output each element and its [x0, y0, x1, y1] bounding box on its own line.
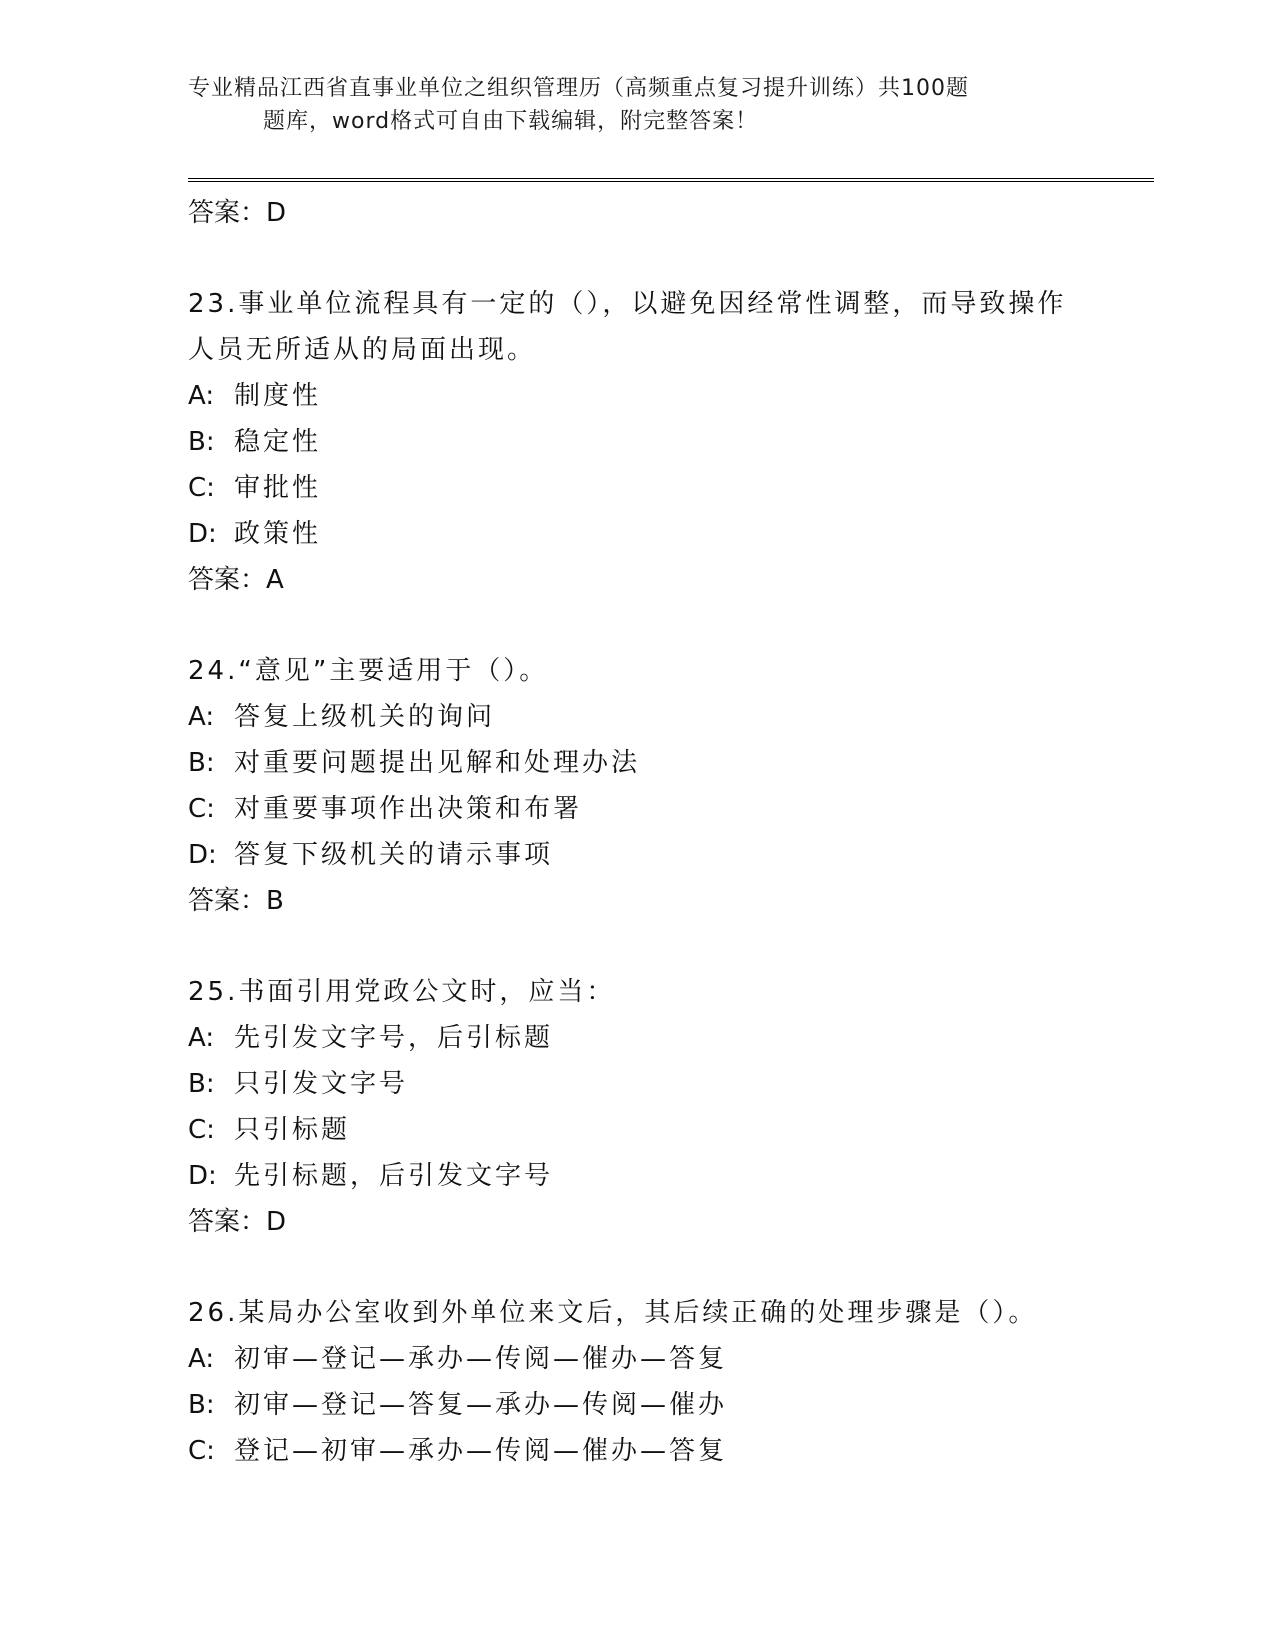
question-25: [188, 969, 1088, 1245]
option-letter: A:: [188, 1344, 215, 1374]
question-stem: 26.某局办公室收到外单位来文后，其后续正确的处理步骤是（）。: [188, 1298, 1038, 1328]
option-text: 制度性: [234, 381, 322, 411]
option-letter: B:: [188, 1069, 215, 1099]
option-c: [188, 1428, 1088, 1474]
answer-line: 答案：A: [188, 565, 284, 595]
option-letter: D:: [188, 1161, 217, 1191]
question-stem: 24.“意见”主要适用于（）。: [188, 656, 549, 686]
page-header: [188, 72, 1088, 138]
answer-line: 答案：B: [188, 886, 284, 916]
option-letter: A:: [188, 1023, 215, 1053]
option-c: [188, 786, 1088, 832]
option-b: [188, 1061, 1088, 1107]
option-b: [188, 740, 1088, 786]
option-a: [188, 373, 1088, 419]
answer-line: 答案：D: [188, 198, 287, 228]
option-text: 审批性: [234, 473, 322, 503]
option-text: 初审—登记—答复—承办—传阅—催办: [234, 1390, 728, 1420]
answer-line: 答案：D: [188, 1207, 287, 1237]
option-c: [188, 465, 1088, 511]
option-letter: A:: [188, 381, 215, 411]
header-divider: [188, 178, 1154, 182]
option-letter: C:: [188, 1115, 215, 1145]
option-d: [188, 511, 1088, 557]
document-body: [188, 190, 1088, 1474]
option-text: 稳定性: [234, 427, 322, 457]
option-text: 先引标题，后引发文字号: [234, 1161, 554, 1191]
option-letter: B:: [188, 1390, 215, 1420]
option-a: [188, 1015, 1088, 1061]
option-c: [188, 1107, 1088, 1153]
option-text: 先引发文字号，后引标题: [234, 1023, 554, 1053]
option-d: [188, 1153, 1088, 1199]
question-stem: 23.事业单位流程具有一定的（），以避免因经常性调整，而导致操作: [188, 289, 1067, 319]
header-title-line2: 题库，word格式可自由下载编辑，附完整答案！: [263, 109, 759, 134]
option-letter: C:: [188, 473, 215, 503]
question-26: [188, 1290, 1088, 1474]
option-b: [188, 1382, 1088, 1428]
option-text: 登记—初审—承办—传阅—催办—答复: [234, 1436, 728, 1466]
option-a: [188, 694, 1088, 740]
question-24: [188, 648, 1088, 924]
option-text: 答复上级机关的询问: [234, 702, 496, 732]
question-stem: 25.书面引用党政公文时，应当：: [188, 977, 616, 1007]
option-text: 只引发文字号: [234, 1069, 409, 1099]
option-text: 只引标题: [234, 1115, 351, 1145]
option-letter: B:: [188, 748, 215, 778]
option-b: [188, 419, 1088, 465]
option-letter: D:: [188, 840, 217, 870]
option-letter: A:: [188, 702, 215, 732]
option-a: [188, 1336, 1088, 1382]
question-23: [188, 281, 1088, 603]
question-stem-continued: 人员无所适从的局面出现。: [188, 335, 537, 365]
option-letter: C:: [188, 794, 215, 824]
option-letter: D:: [188, 519, 217, 549]
option-letter: B:: [188, 427, 215, 457]
header-title-line1: 专业精品江西省直事业单位之组织管理历（高频重点复习提升训练）共100题: [188, 76, 969, 101]
option-text: 对重要事项作出决策和布署: [234, 794, 583, 824]
option-d: [188, 832, 1088, 878]
option-text: 初审—登记—承办—传阅—催办—答复: [234, 1344, 728, 1374]
option-text: 对重要问题提出见解和处理办法: [234, 748, 641, 778]
option-text: 答复下级机关的请示事项: [234, 840, 554, 870]
option-text: 政策性: [234, 519, 322, 549]
option-letter: C:: [188, 1436, 215, 1466]
